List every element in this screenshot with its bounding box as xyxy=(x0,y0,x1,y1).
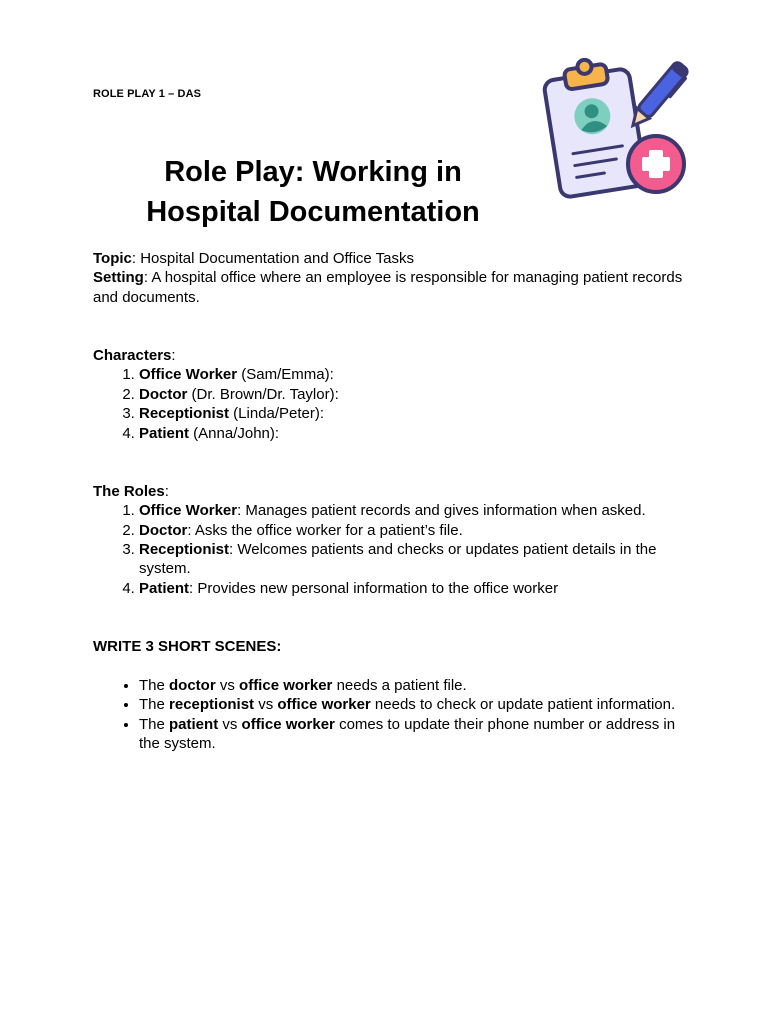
title-line-1: Role Play: Working in xyxy=(164,156,462,188)
characters-heading: Characters: xyxy=(93,347,176,365)
list-item: • The patient vs office worker comes to update their phone number or address in the system. xyxy=(139,715,693,754)
topic-line xyxy=(93,249,693,268)
list-item: 3. Receptionist: Welcomes patients and checks or updates patient details in the system. xyxy=(139,540,693,579)
list-item: 2. Doctor: Asks the office worker for a patient’s file. xyxy=(139,521,693,540)
list-item: 3. Receptionist (Linda/Peter): xyxy=(139,404,693,423)
setting-text: : A hospital office where an employee is responsible for managing patient records and documents. xyxy=(93,269,683,306)
page-title xyxy=(93,152,533,232)
setting-line xyxy=(93,268,693,307)
topic-label: Topic xyxy=(93,250,132,267)
roles-list xyxy=(93,501,693,598)
topic-text: : Hospital Documentation and Office Tasks xyxy=(131,250,414,267)
setting-label: Setting xyxy=(93,269,144,287)
list-item: 4. Patient (Anna/John): xyxy=(139,424,693,443)
medical-clipboard-icon xyxy=(538,58,694,200)
header-label: ROLE PLAY 1 – DAS xyxy=(93,88,202,100)
list-item: • The doctor vs office worker needs a patient file. xyxy=(139,676,693,695)
document-body xyxy=(93,249,693,754)
scenes-heading: WRITE 3 SHORT SCENES: xyxy=(93,638,282,656)
scenes-list xyxy=(93,676,693,754)
list-item: 4. Patient: Provides new personal information to the office worker xyxy=(139,579,693,598)
list-item: • The receptionist vs office worker needs to check or update patient information. xyxy=(139,695,693,714)
list-item: 2. Doctor (Dr. Brown/Dr. Taylor): xyxy=(139,385,693,404)
characters-list xyxy=(93,365,693,443)
list-item: 1. Office Worker (Sam/Emma): xyxy=(139,365,693,384)
list-item: 1. Office Worker: Manages patient records and gives information when asked. xyxy=(139,501,693,520)
roles-heading: The Roles: xyxy=(93,482,169,500)
title-line-2: Hospital Documentation xyxy=(146,196,480,228)
